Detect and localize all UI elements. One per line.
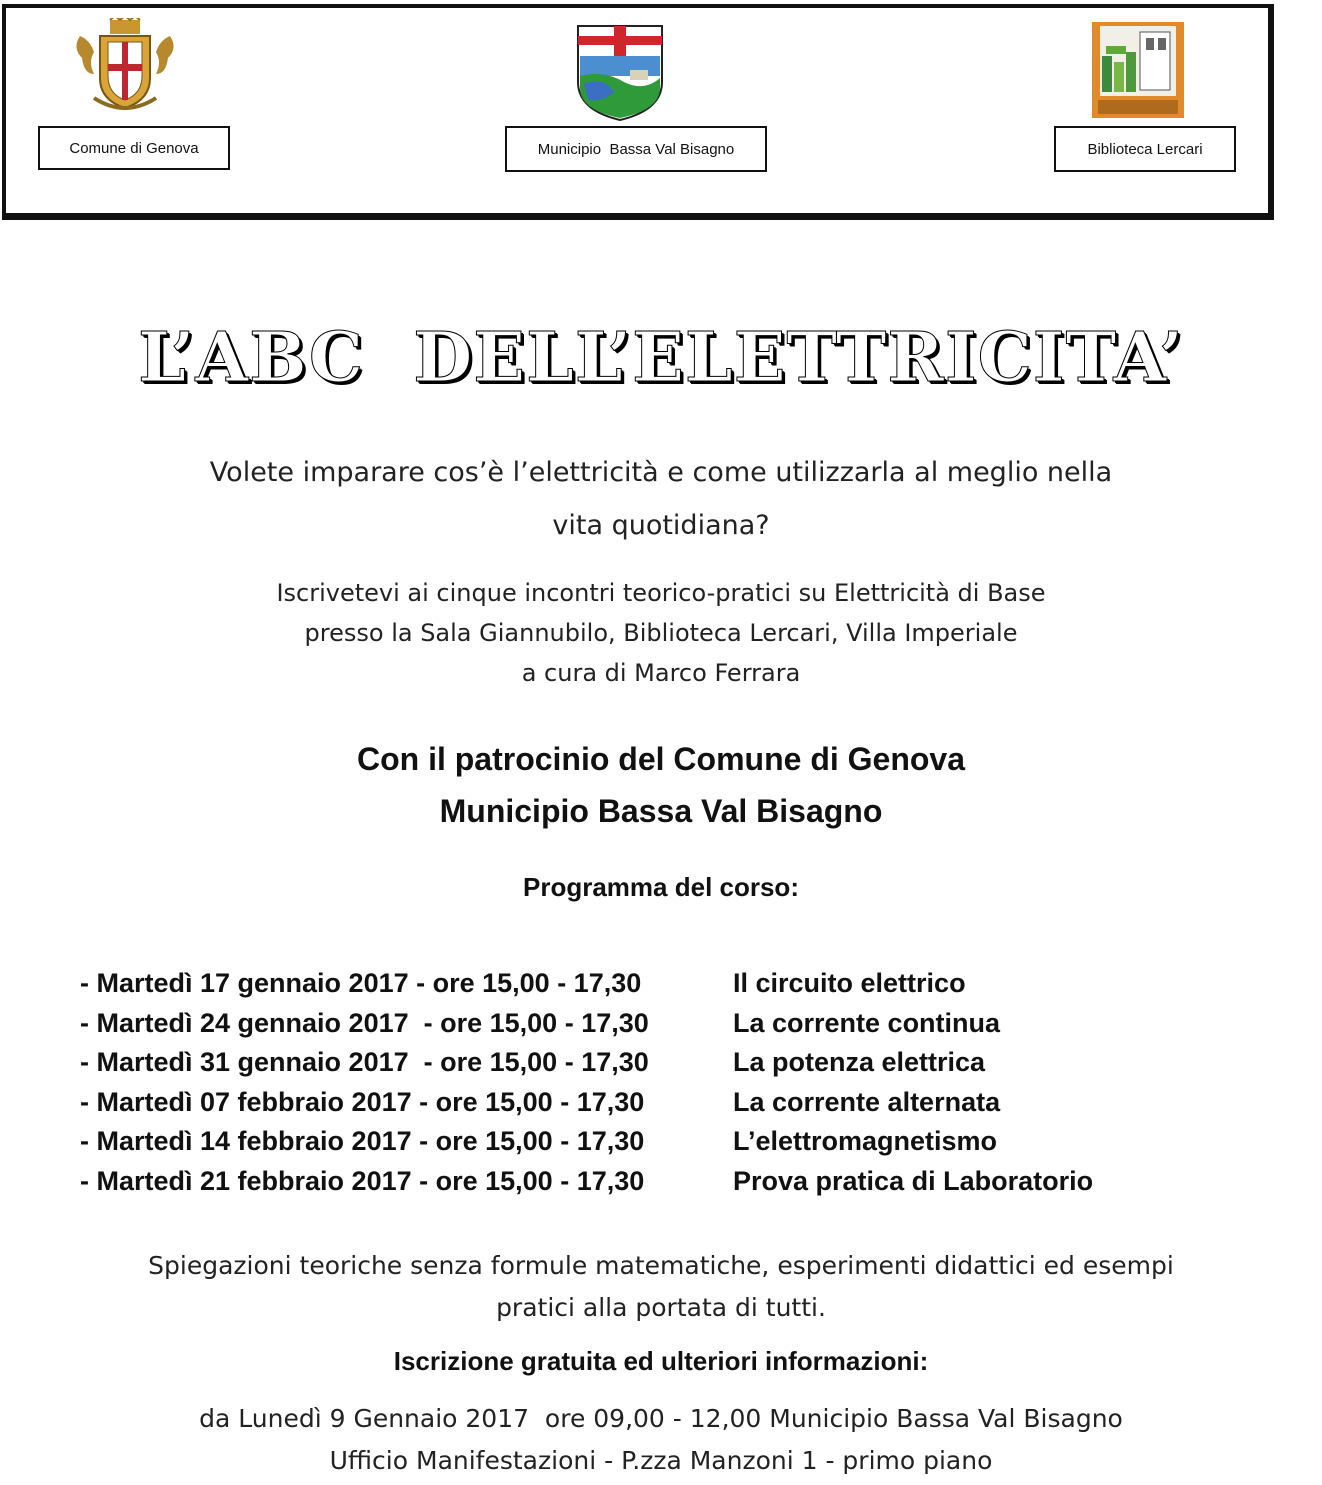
- schedule-row: [80, 1047, 1260, 1087]
- schedule-list: [80, 968, 1260, 1206]
- enroll-text: Iscrivetevi ai cinque incontri teorico-pratici su Elettricità di Base presso la Sala Giannubilo, Biblioteca Lercari, Villa Imperiale a cura di Marco Ferrara: [276, 579, 1046, 687]
- schedule-row: [80, 1087, 1260, 1127]
- schedule-topic: Prova pratica di Laboratorio: [733, 1165, 1094, 1196]
- schedule-row: [80, 968, 1260, 1008]
- biblioteca-lercari-logo: [1092, 22, 1184, 118]
- schedule-topic: Il circuito elettrico: [733, 968, 966, 998]
- schedule-date: - Martedì 14 febbraio 2017 - ore 15,00 - 17,30: [80, 1126, 645, 1157]
- description-text: Spiegazioni teoriche senza formule matematiche, esperimenti didattici ed esempi pratici alla portata di tutti.: [148, 1251, 1174, 1322]
- biblioteca-lercari-label: Biblioteca Lercari: [1054, 126, 1236, 172]
- registration-title: Iscrizione gratuita ed ulteriori informazioni:: [393, 1346, 929, 1376]
- comune-di-genova-label: Comune di Genova: [38, 126, 230, 170]
- schedule-row: [80, 1008, 1260, 1048]
- municipio-shield-logo: [574, 22, 666, 122]
- schedule-date: - Martedì 07 febbraio 2017 - ore 15,00 - 17,30: [80, 1086, 645, 1117]
- schedule-date: - Martedì 31 gennaio 2017 - ore 15,00 - 17,30: [80, 1047, 649, 1078]
- schedule-date: - Martedì 17 gennaio 2017 - ore 15,00 - 17,30: [80, 968, 642, 998]
- schedule-topic: La corrente continua: [733, 1007, 1001, 1038]
- patronage-text: Con il patrocinio del Comune di Genova Municipio Bassa Val Bisagno: [356, 741, 966, 829]
- schedule-topic: La corrente alternata: [733, 1086, 1001, 1117]
- intro-text: Volete imparare cos’è l’elettricità e come utilizzarla al meglio nella vita quotidiana?: [209, 457, 1113, 541]
- poster-title: L’ABC DELL’ELETTRICITA’: [138, 318, 1184, 398]
- program-title: Programma del corso:: [523, 872, 799, 902]
- schedule-topic: La potenza elettrica: [733, 1047, 986, 1078]
- schedule-row: [80, 1166, 1260, 1206]
- genova-coat-of-arms-logo: [70, 18, 180, 118]
- schedule-date: - Martedì 24 gennaio 2017 - ore 15,00 - 17,30: [80, 1007, 649, 1038]
- schedule-row: [80, 1126, 1260, 1166]
- schedule-date: - Martedì 21 febbraio 2017 - ore 15,00 - 17,30: [80, 1165, 645, 1196]
- schedule-topic: L’elettromagnetismo: [733, 1126, 998, 1157]
- municipio-label: Municipio Bassa Val Bisagno: [505, 126, 767, 172]
- contact-info: da Lunedì 9 Gennaio 2017 ore 09,00 - 12,00 Municipio Bassa Val Bisagno Ufficio Manifestazioni - P.zza Manzoni 1 - primo piano: [199, 1404, 1123, 1475]
